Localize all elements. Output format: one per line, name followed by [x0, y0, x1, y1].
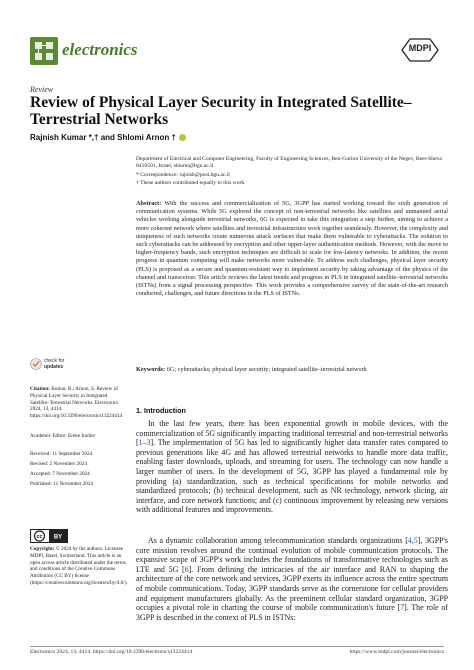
abstract: [136, 200, 448, 298]
citation: [30, 386, 128, 420]
citation-label: Citation:: [30, 386, 50, 392]
keywords-text: 6G; cyberattacks; physical layer security; integrated satellite–terrestrial network: [166, 366, 367, 373]
cc-by-license-icon[interactable]: [30, 529, 68, 543]
author-list: [30, 133, 187, 142]
citation-link[interactable]: 4,5: [407, 536, 418, 545]
text-run: ]. The role of 3GPP is described in the context of PLS in ISTNs:: [136, 603, 448, 622]
mdpi-logo: [396, 37, 444, 63]
abstract-label: Abstract:: [136, 200, 162, 207]
footer-journal-link[interactable]: https://www.mdpi.com/journal/electronics: [349, 649, 444, 655]
footer-citation[interactable]: Electronics 2024, 13, 4414. https://doi.org/10.3390/electronics13224414: [30, 649, 193, 655]
citation-link[interactable]: 7: [400, 603, 405, 613]
correspondence: * Correspondence: rajnish@post.bgu.ac.il: [136, 172, 230, 178]
text-run: ]. The implementation of 5G has led to significantly higher data transfer rates compared to previous generations like 4G and has allowed terrestrial networks to handle more data traffic, enabling faster downloads, uploads, and streaming for users. The technology can now handle a larger number of users. In the development of 5G, 3GPP has played a fundamental role by providing (a) standardization, such as technical specifications for mobile networks and standardized protocols; (b) technical development, such as NR technology, network slicing, air interface, and core network functions; and (c) continuous improvement by releasing new versions with additional features and improvements.: [136, 438, 448, 515]
intro-paragraph-2: [136, 536, 448, 622]
section-heading: 1. Introduction: [136, 406, 186, 415]
orcid-icon[interactable]: [179, 134, 186, 141]
citation-link[interactable]: 6: [184, 564, 189, 574]
article-title: Review of Physical Layer Security in Integrated Satellite–Terrestrial Networks: [30, 94, 412, 128]
accepted-date: Accepted: 7 November 2024: [30, 471, 90, 477]
check-updates-line2: updates: [44, 364, 64, 370]
copyright-text: © 2024 by the authors. Licensee MDPI, Basel, Switzerland. This article is an open access article distributed under the terms and conditions of the Creative Commons Attribution (CC BY) license (https://creativecommons.org/licenses/by/4.0/).: [30, 546, 128, 586]
copyright-label: Copyright:: [30, 546, 55, 552]
published-date: Published: 11 November 2024: [30, 481, 94, 487]
revised-date: Revised: 2 November 2024: [30, 461, 87, 467]
received-date: Received: 11 September 2024: [30, 451, 93, 457]
intro-paragraph-1: [136, 419, 448, 515]
keywords-label: Keywords:: [136, 366, 166, 373]
abstract-text: With the success and commercialization of 5G, 3GPP has started working toward the sixth generation of communication systems. While 5G explored the concept of non-terrestrial networks like satellites and unmanned aerial vehicles working alongside terrestrial networks, 6G is expected to take this integration a step further, aiming to achieve a more coherent network where satellites and terrestrial infrastructure work together seamlessly. However, the complexity and uniqueness of such networks create numerous attack surfaces that make them vulnerable to cyberattacks. The solution to such cyberattacks can be addressed by encryption and other upper-layer authentication methods. However, with the move to higher-frequency bands, such encryption techniques are difficult to scale for low-latency networks. In addition, the recent progress in quantum computing will make networks more vulnerable. To address such challenges, physical layer security (PLS) is proposed as a secure and quantum-resistant way to implement security by taking advantage of the physics of the channel and transceiver. This article reviews the latest trends and progress in PLS in integrated satellite–terrestrial networks (ISTNs) from a signal processing perspective. This work provides a comprehensive survey of the state-of-the-art research conducted, challenges, and future directions in the PLS of ISTNs.: [136, 200, 448, 298]
academic-editor: Academic Editor: Ereke Iradier: [30, 433, 96, 439]
text-run: In the last few years, there has been exponential growth in mobile devices, with the commercialization of 5G significantly impacting traditional terrestrial and non-terrestrial networks [: [136, 419, 448, 448]
author-names: Rajnish Kumar *,† and Shlomi Arnon †: [30, 133, 176, 142]
journal-name: electronics: [62, 40, 138, 59]
text-run: ], 3GPP's core mission revolves around the continual evolution of mobile communication protocols. The expansive scope of 3GPP's work includes the foundations of transformative technologies such as LTE and 5G [: [136, 536, 448, 574]
check-updates-badge[interactable]: [30, 356, 90, 378]
text-run: ]. From defining the intricacies of the air interface and RAN to shaping the architecture of the core network and services, 3GPP exerts its influence across the entire spectrum of mobile communications. Today, 3GPP standards serve as the cornerstone for cellular providers and equipment manufacturers globally. As the preeminent cellular standard organization, 3GPP occupies a pivotal role in charting the course of mobile communication's future [: [136, 564, 448, 613]
affiliation: Department of Electrical and Computer Engineering, Faculty of Engineering Sciences, Ben-Gurion University of the Negev, Beer-Sheva 8410501, Israel; shlomi@bgu.ac.il: [136, 156, 442, 170]
copyright: [30, 546, 128, 587]
citation-link[interactable]: 1–3: [138, 438, 151, 448]
svg-text:BY: BY: [53, 534, 63, 541]
text-run: As a dynamic collaboration among telecommunication standards organizations [: [148, 536, 408, 545]
journal-logo-icon: [30, 37, 58, 65]
citation-text: Kumar, R.; Arnon, S. Review of Physical Layer Security in Integrated Satellite–Terrestrial Networks. Electronics 2024, 13, 4414. https://doi.org/10.3390/electronics13224414: [30, 386, 123, 420]
check-updates-line1: check for: [44, 358, 65, 364]
article-type: Review: [30, 85, 54, 94]
svg-text:cc: cc: [36, 534, 43, 540]
equal-contribution-note: † These authors contributed equally to this work.: [136, 180, 246, 186]
mdpi-logo-text: MDPI: [408, 43, 432, 53]
keywords: [136, 366, 448, 374]
check-updates-icon: [30, 357, 42, 371]
footer-divider: [30, 646, 444, 647]
